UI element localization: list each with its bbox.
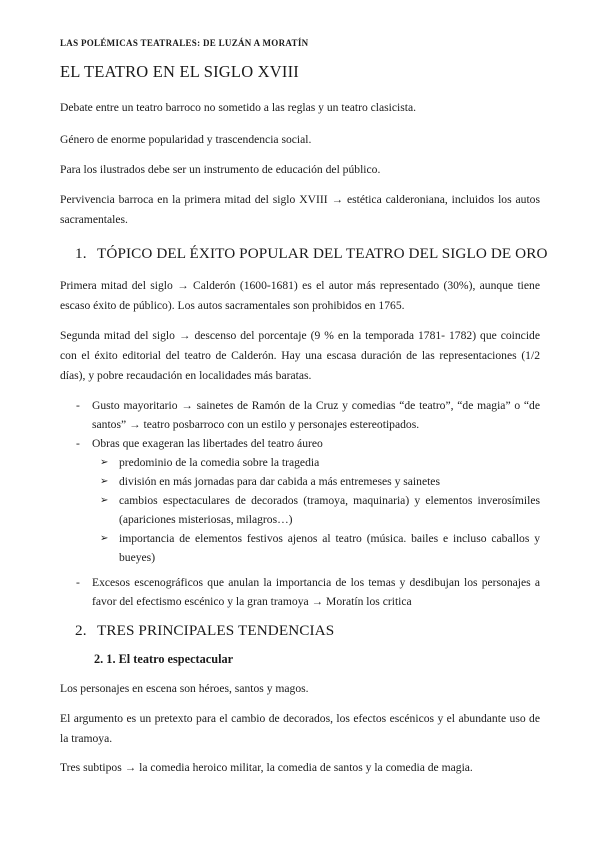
list-item-text: Excesos escenográficos que anulan la importancia de los temas y desdibujan los personajes a favor del efectismo escénico y la gran tramoya → Moratín los critica	[92, 576, 540, 608]
intro-paragraph-3: Para los ilustrados debe ser un instrumento de educación del público.	[60, 163, 381, 176]
sub-list-item	[60, 529, 540, 567]
section-2-title: TRES PRINCIPALES TENDENCIAS	[97, 622, 335, 639]
sub-list-item	[60, 453, 540, 472]
intro-paragraph-4: Pervivencia barroca en la primera mitad del siglo XVIII → estética calderoniana, incluidos los autos sacramentales.	[60, 193, 540, 226]
list-item	[60, 434, 540, 453]
sub-list-item-text: cambios espectaculares de decorados (tramoya, maquinaria) y elementos inverosímiles (apariciones misteriosas, milagros…)	[119, 494, 540, 526]
subsection-2-1-heading: 2. 1. El teatro espectacular	[94, 652, 234, 666]
section-1-sub-list	[60, 453, 540, 567]
intro-paragraph-2: Género de enorme popularidad y trascendencia social.	[60, 133, 312, 146]
section-1-heading	[75, 245, 548, 263]
section-2-paragraph-2: El argumento es un pretexto para el cambio de decorados, los efectos escénicos y el abundante uso de la tramoya.	[60, 712, 540, 745]
section-2-paragraph-3: Tres subtipos → la comedia heroico militar, la comedia de santos y la comedia de magia.	[60, 761, 473, 774]
arrow-bullet-icon: ➢	[100, 533, 109, 544]
arrow-bullet-icon: ➢	[100, 457, 109, 468]
section-1-title: TÓPICO DEL ÉXITO POPULAR DEL TEATRO DEL SIGLO DE ORO	[97, 245, 548, 262]
running-header: LAS POLÉMICAS TEATRALES: DE LUZÁN A MORATÍN	[60, 38, 309, 48]
list-item-text: Obras que exageran las libertades del teatro áureo	[92, 437, 323, 450]
section-1-number: 1.	[75, 245, 87, 262]
section-1-bullet-list-end	[60, 573, 540, 611]
dash-marker: -	[76, 399, 80, 412]
sub-list-item	[60, 491, 540, 529]
arrow-bullet-icon: ➢	[100, 476, 109, 487]
list-item-text: Gusto mayoritario → sainetes de Ramón de la Cruz y comedias “de teatro”, “de magia” o “de santos” → teatro posbarroco con un estilo y personajes estereotipados.	[92, 399, 540, 431]
list-item	[60, 573, 540, 611]
sub-list-item-text: predominio de la comedia sobre la tragedia	[119, 456, 320, 469]
section-1-bullet-list	[60, 396, 540, 453]
document-title: EL TEATRO EN EL SIGLO XVIII	[60, 62, 299, 81]
dash-marker: -	[76, 437, 80, 450]
list-item	[60, 396, 540, 434]
section-2-paragraph-1: Los personajes en escena son héroes, santos y magos.	[60, 682, 309, 695]
sub-list-item	[60, 472, 540, 491]
intro-paragraph-1: Debate entre un teatro barroco no sometido a las reglas y un teatro clasicista.	[60, 101, 417, 114]
sub-list-item-text: importancia de elementos festivos ajenos al teatro (música. bailes e incluso caballos y bueyes)	[119, 532, 540, 564]
section-2-number: 2.	[75, 622, 87, 639]
section-1-paragraph-2: Segunda mitad del siglo → descenso del porcentaje (9 % en la temporada 1781- 1782) que coincide con el éxito editorial del teatro de Calderón. Hay una escasa duración de las representaciones (1/2 días), y pobre recaudación en localidades más baratas.	[60, 329, 540, 382]
section-2-heading	[75, 622, 334, 640]
arrow-bullet-icon: ➢	[100, 495, 109, 506]
section-1-paragraph-1: Primera mitad del siglo → Calderón (1600-1681) es el autor más representado (30%), aunque tiene escaso éxito de público). Los autos sacramentales son prohibidos en 1765.	[60, 279, 540, 312]
dash-marker: -	[76, 576, 80, 589]
sub-list-item-text: división en más jornadas para dar cabida a más entremeses y sainetes	[119, 475, 440, 488]
